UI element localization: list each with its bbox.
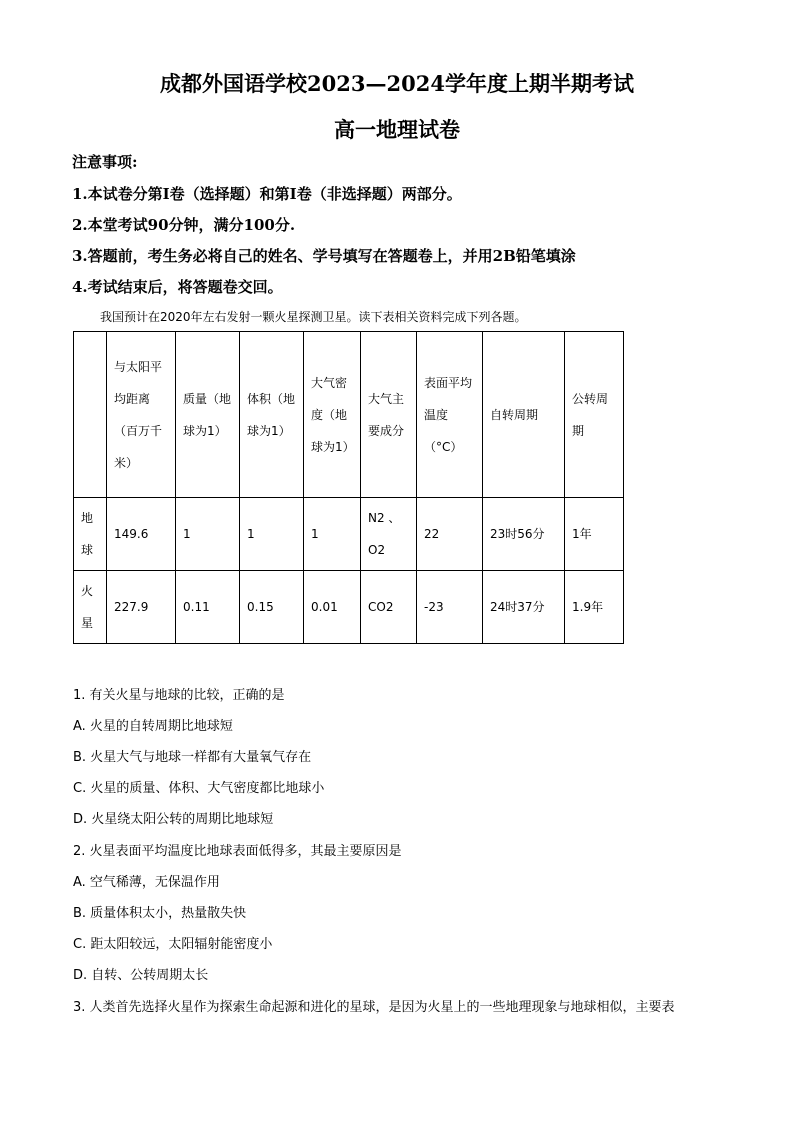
table-cell: 1 bbox=[240, 498, 304, 571]
answer-option: C. 距太阳较远，太阳辐射能密度小 bbox=[73, 937, 273, 952]
answer-option: D. 自转、公转周期太长 bbox=[73, 968, 209, 983]
table-cell: 24时37分 bbox=[483, 571, 565, 644]
table-cell: 1.9年 bbox=[565, 571, 624, 644]
header-cell: 大气密度（地球为1） bbox=[304, 332, 361, 498]
exam-subtitle: 高一地理试卷 bbox=[334, 117, 460, 142]
table-row bbox=[74, 571, 624, 644]
row-label-earth: 地球 bbox=[74, 498, 107, 571]
table-header-row bbox=[74, 332, 624, 498]
table-cell: CO2 bbox=[361, 571, 417, 644]
answer-option: D. 火星绕太阳公转的周期比地球短 bbox=[73, 812, 274, 827]
note-item: 3.答题前，考生务必将自己的姓名、学号填写在答题卷上，并用2B铅笔填涂 bbox=[72, 247, 576, 265]
header-cell: 质量（地球为1） bbox=[176, 332, 240, 498]
notes-heading: 注意事项: bbox=[72, 153, 138, 171]
header-cell: 体积（地球为1） bbox=[240, 332, 304, 498]
header-cell: 自转周期 bbox=[483, 332, 565, 498]
note-item: 1.本试卷分第Ⅰ卷（选择题）和第Ⅰ卷（非选择题）两部分。 bbox=[72, 185, 462, 203]
header-cell: 表面平均温度（°C） bbox=[417, 332, 483, 498]
table-cell: 149.6 bbox=[107, 498, 176, 571]
table-intro: 我国预计在2020年左右发射一颗火星探测卫星。读下表相关资料完成下列各题。 bbox=[100, 310, 527, 324]
note-item: 2.本堂考试90分钟，满分100分. bbox=[72, 216, 296, 234]
table-cell: -23 bbox=[417, 571, 483, 644]
answer-option: C. 火星的质量、体积、大气密度都比地球小 bbox=[73, 781, 325, 796]
header-cell: 公转周期 bbox=[565, 332, 624, 498]
table-cell: 1 bbox=[304, 498, 361, 571]
table-cell: 1年 bbox=[565, 498, 624, 571]
header-cell: 与太阳平均距离（百万千米） bbox=[107, 332, 176, 498]
table-cell: 1 bbox=[176, 498, 240, 571]
planet-comparison-table bbox=[73, 331, 624, 644]
table-cell: 0.11 bbox=[176, 571, 240, 644]
header-cell: 大气主要成分 bbox=[361, 332, 417, 498]
question-stem: 3. 人类首先选择火星作为探索生命起源和进化的星球，是因为火星上的一些地理现象与地球相似，主要表 bbox=[73, 1000, 675, 1015]
header-cell bbox=[74, 332, 107, 498]
answer-option: A. 火星的自转周期比地球短 bbox=[73, 719, 233, 734]
table-cell: 0.01 bbox=[304, 571, 361, 644]
table-cell: 22 bbox=[417, 498, 483, 571]
table-cell: 227.9 bbox=[107, 571, 176, 644]
answer-option: A. 空气稀薄，无保温作用 bbox=[73, 875, 220, 890]
note-item: 4.考试结束后，将答题卷交回。 bbox=[72, 278, 283, 296]
row-label-mars: 火星 bbox=[74, 571, 107, 644]
table-cell: 0.15 bbox=[240, 571, 304, 644]
table-row bbox=[74, 498, 624, 571]
table-cell: N2 、O2 bbox=[361, 498, 417, 571]
table-cell: 23时56分 bbox=[483, 498, 565, 571]
answer-option: B. 火星大气与地球一样都有大量氧气存在 bbox=[73, 750, 312, 765]
question-stem: 1. 有关火星与地球的比较，正确的是 bbox=[73, 688, 285, 703]
question-stem: 2. 火星表面平均温度比地球表面低得多，其最主要原因是 bbox=[73, 844, 402, 859]
answer-option: B. 质量体积太小，热量散失快 bbox=[73, 906, 247, 921]
exam-title: 成都外国语学校2023—2024学年度上期半期考试 bbox=[160, 71, 634, 96]
